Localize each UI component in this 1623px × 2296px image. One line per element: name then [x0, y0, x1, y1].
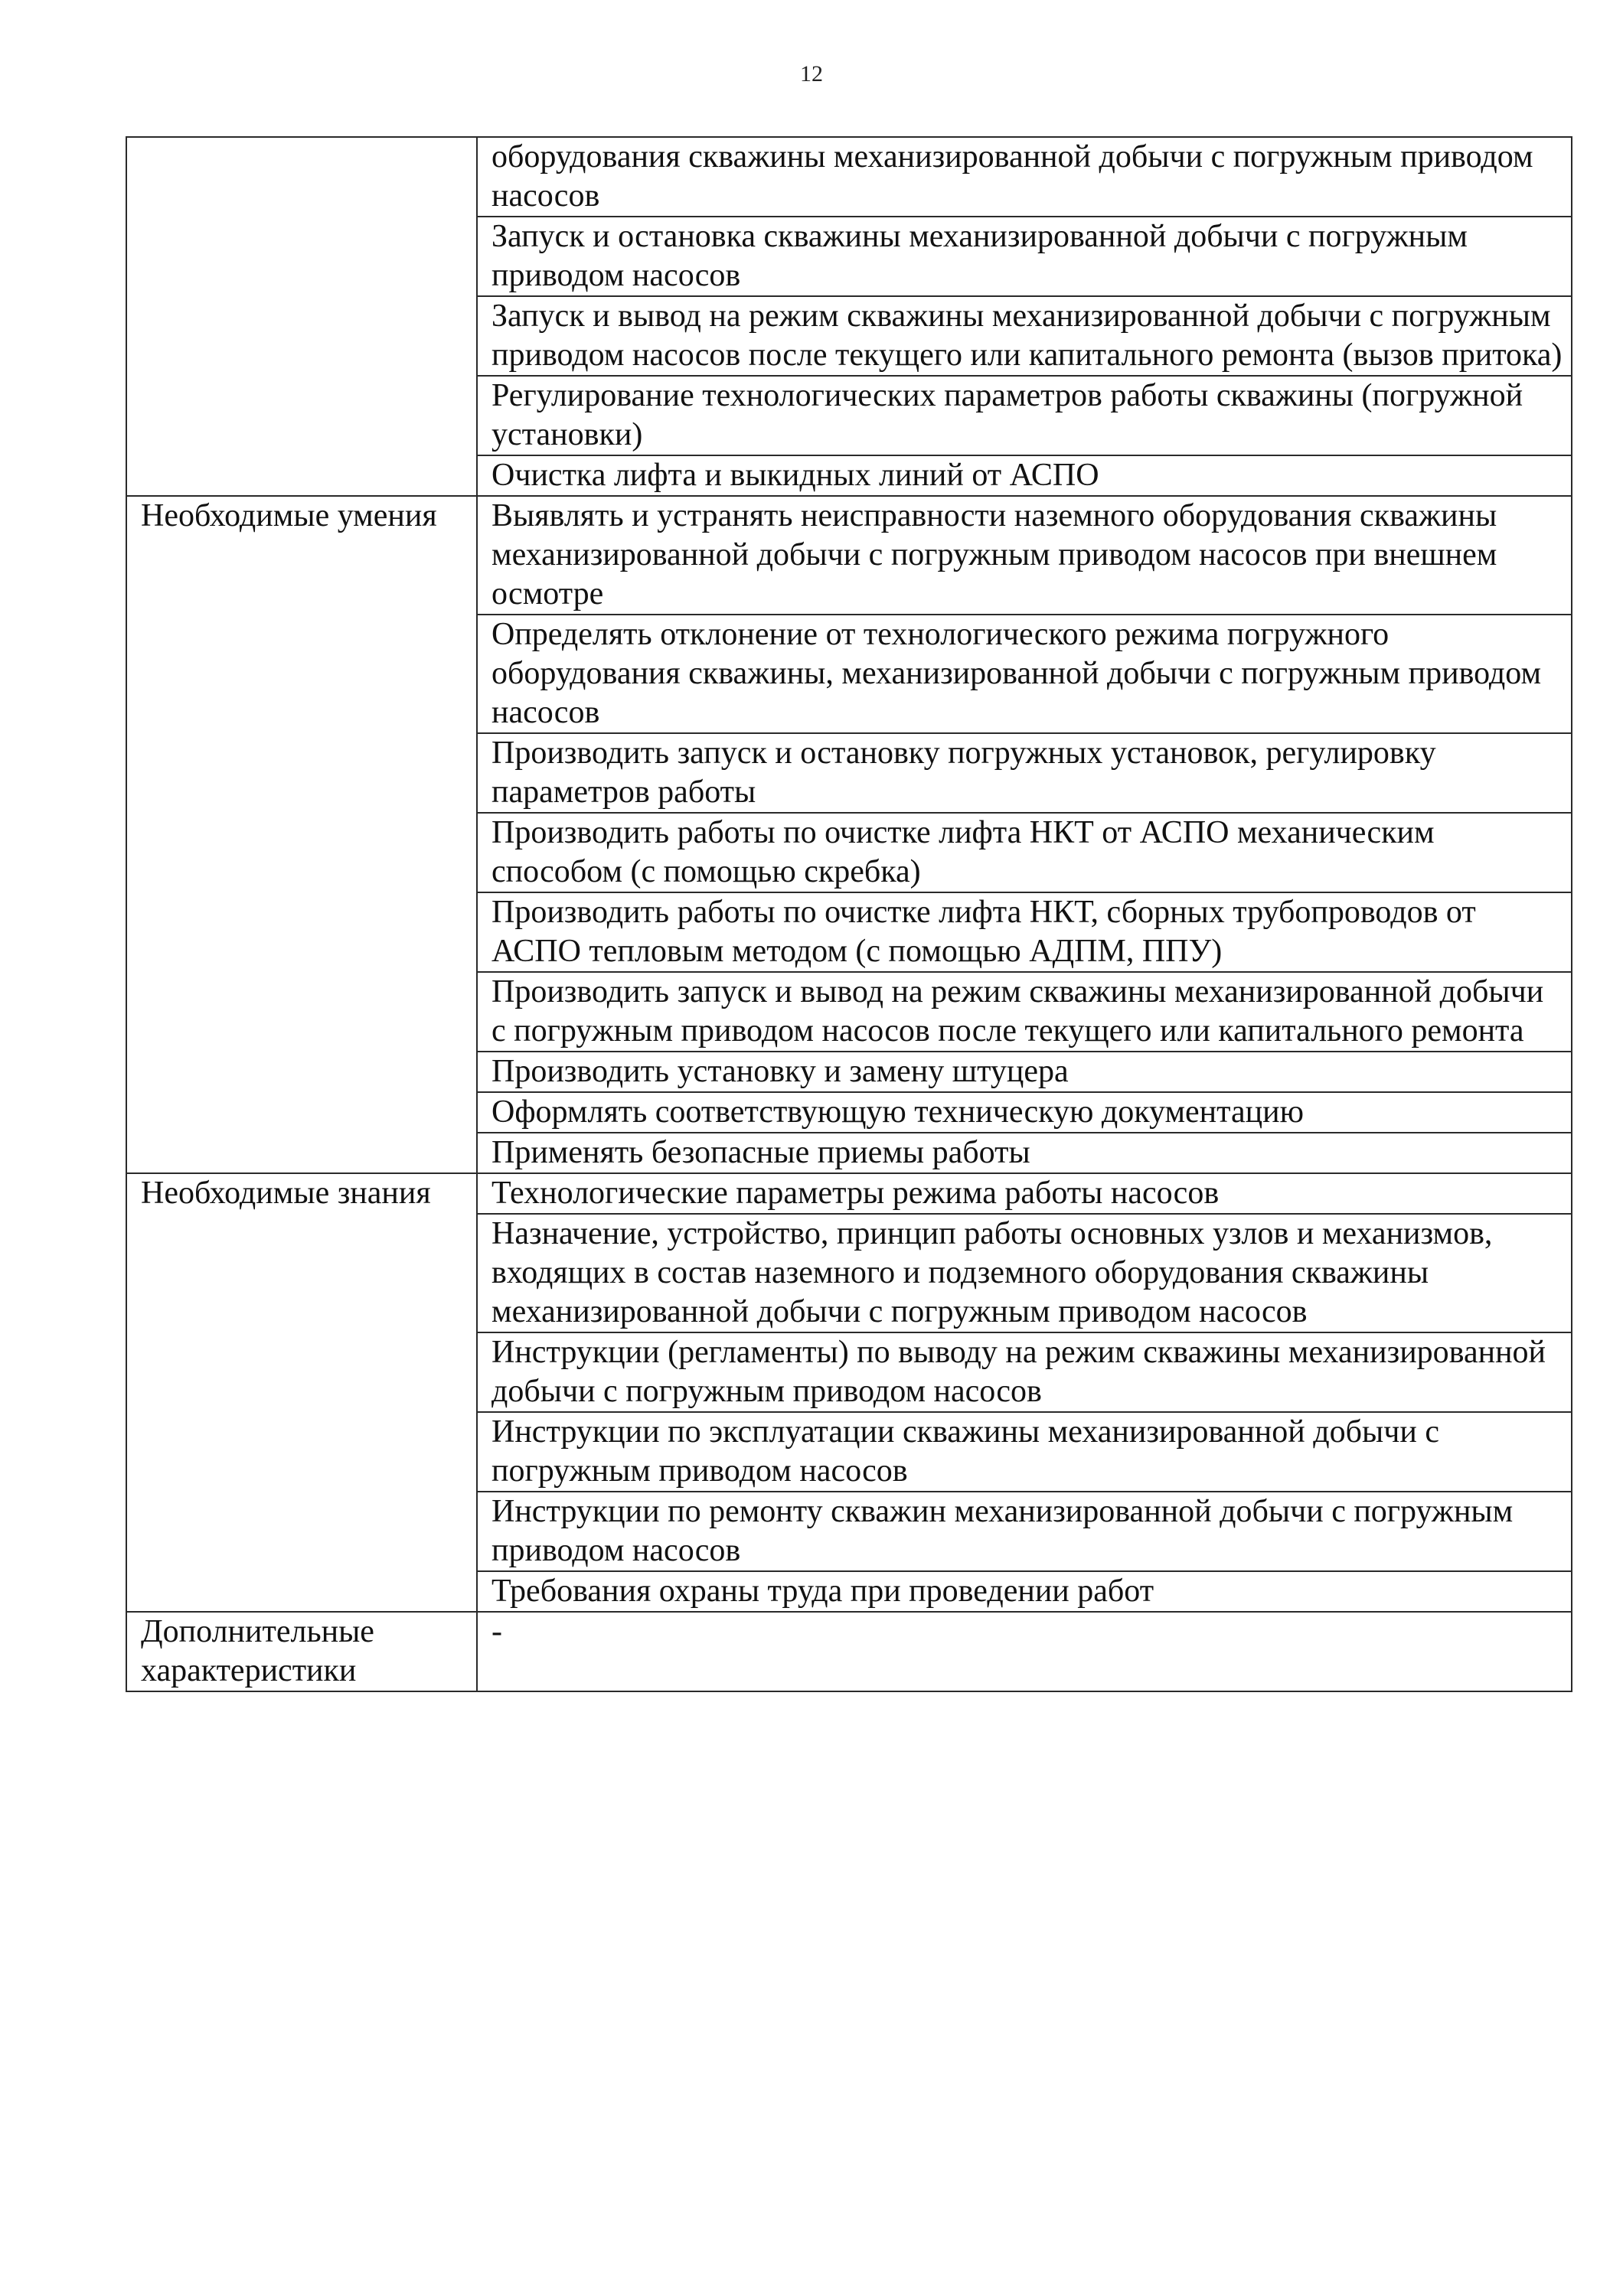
table-row — [126, 1612, 1572, 1691]
row-item: Запуск и остановка скважины механизированной добычи с погружным приводом насосов — [477, 217, 1572, 296]
row-item: Требования охраны труда при проведении работ — [477, 1571, 1572, 1612]
row-item: оборудования скважины механизированной добычи с погружным приводом насосов — [477, 137, 1572, 217]
row-label — [126, 137, 477, 496]
row-item: Технологические параметры режима работы насосов — [477, 1173, 1572, 1214]
spec-table-body — [126, 137, 1572, 1691]
row-label: Дополнительные характеристики — [126, 1612, 477, 1691]
page-number: 12 — [800, 61, 823, 86]
row-item: Производить установку и замену штуцера — [477, 1052, 1572, 1092]
row-item: Запуск и вывод на режим скважины механизированной добычи с погружным приводом насосов после текущего или капитального ремонта (вызов притока) — [477, 296, 1572, 376]
spec-table — [126, 136, 1572, 1692]
row-item: Производить работы по очистке лифта НКТ, сборных трубопроводов от АСПО тепловым методом (с помощью АДПМ, ППУ) — [477, 892, 1572, 972]
row-item: Регулирование технологических параметров работы скважины (погружной установки) — [477, 376, 1572, 455]
row-item: Производить запуск и остановку погружных установок, регулировку параметров работы — [477, 733, 1572, 813]
row-item: - — [477, 1612, 1572, 1691]
row-item: Инструкции по эксплуатации скважины механизированной добычи с погружным приводом насосов — [477, 1412, 1572, 1492]
row-item: Назначение, устройство, принцип работы основных узлов и механизмов, входящих в состав наземного и подземного оборудования скважины механизированной добычи с погружным приводом насосов — [477, 1214, 1572, 1332]
row-item: Инструкции по ремонту скважин механизированной добычи с погружным приводом насосов — [477, 1492, 1572, 1571]
row-item: Применять безопасные приемы работы — [477, 1133, 1572, 1173]
row-item: Выявлять и устранять неисправности наземного оборудования скважины механизированной добычи с погружным приводом насосов при внешнем осмотре — [477, 496, 1572, 615]
table-row — [126, 1173, 1572, 1214]
row-label: Необходимые знания — [126, 1173, 477, 1612]
table-row — [126, 496, 1572, 615]
row-item: Определять отклонение от технологического режима погружного оборудования скважины, механизированной добычи с погружным приводом насосов — [477, 615, 1572, 733]
row-item: Очистка лифта и выкидных линий от АСПО — [477, 455, 1572, 496]
row-item: Оформлять соответствующую техническую документацию — [477, 1092, 1572, 1133]
row-item: Производить запуск и вывод на режим скважины механизированной добычи с погружным приводом насосов после текущего или капитального ремонта — [477, 972, 1572, 1052]
row-label: Необходимые умения — [126, 496, 477, 1173]
table-row — [126, 137, 1572, 217]
row-item: Производить работы по очистке лифта НКТ от АСПО механическим способом (с помощью скребка) — [477, 813, 1572, 892]
row-item: Инструкции (регламенты) по выводу на режим скважины механизированной добычи с погружным приводом насосов — [477, 1332, 1572, 1412]
